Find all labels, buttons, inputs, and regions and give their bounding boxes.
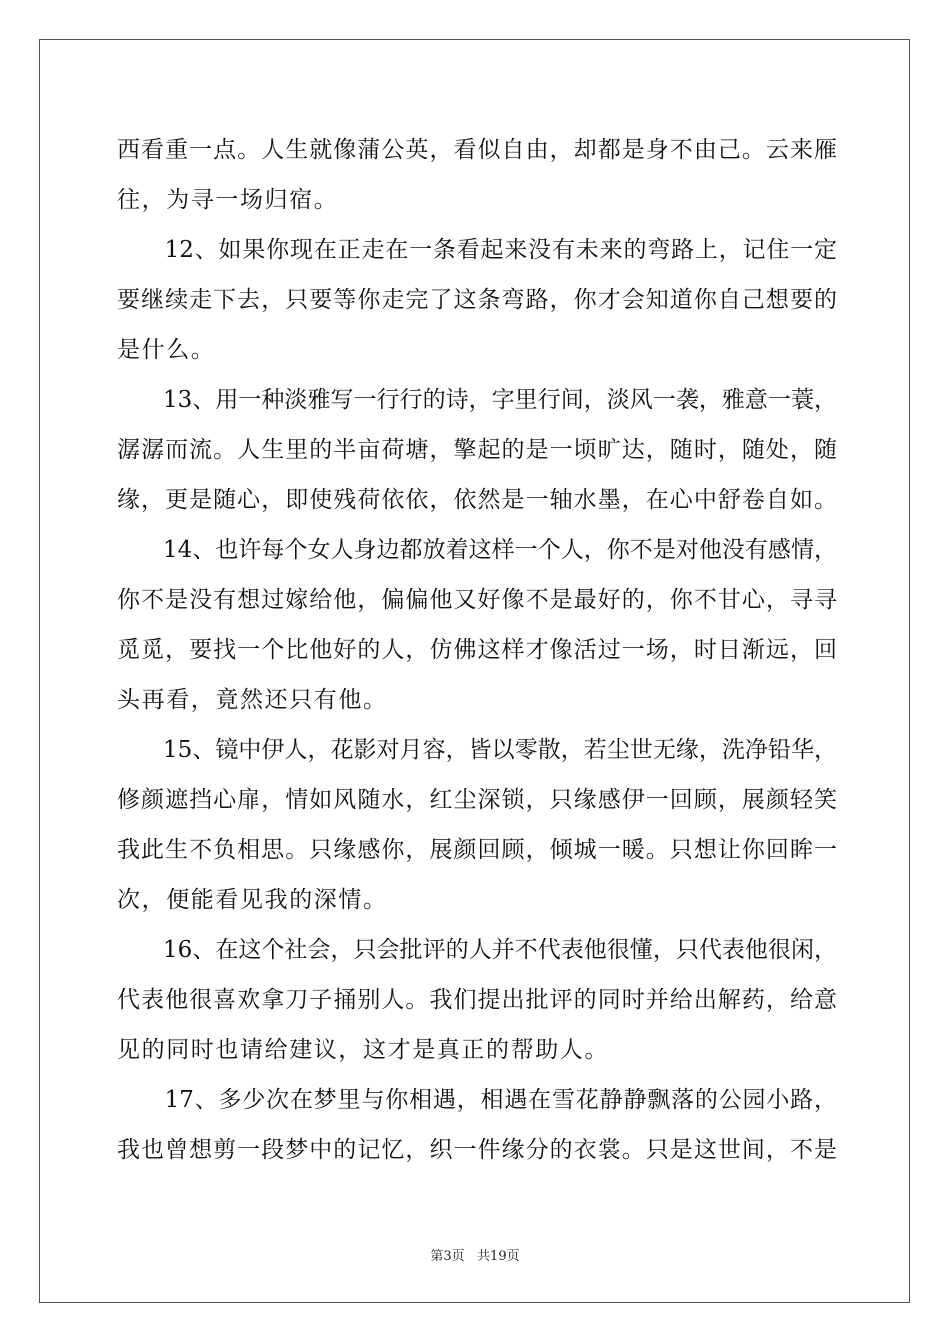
text-line: 你不是没有想过嫁给他，偏偏他又好像不是最好的，你不甘心，寻寻	[117, 587, 837, 613]
text-line: 见的同时也请给建议，这才是真正的帮助人。	[117, 1037, 609, 1063]
text-line: 是什么。	[117, 337, 216, 363]
text-line: 要继续走下去，只要等你走完了这条弯路，你才会知道你自己想要的	[117, 287, 837, 313]
text-line: 我此生不负相思。只缘感你，展颜回顾，倾城一暖。只想让你回眸一	[117, 837, 837, 863]
text-line: 16、在这个社会，只会批评的人并不代表他很懂，只代表他很闲，	[117, 937, 837, 963]
page-number-footer: 第3页 共19页	[430, 1249, 520, 1264]
text-line: 14、也许每个女人身边都放着这样一个人，你不是对他没有感情，	[117, 537, 837, 563]
text-line: 我也曾想剪一段梦中的记忆，织一件缘分的衣裳。只是这世间，不是	[117, 1137, 837, 1163]
text-line: 修颜遮挡心扉，情如风随水，红尘深锁，只缘感伊一回顾，展颜轻笑	[117, 787, 837, 813]
text-line: 头再看，竟然还只有他。	[117, 687, 388, 713]
text-line: 西看重一点。人生就像蒲公英，看似自由，却都是身不由己。云来雁	[117, 137, 837, 163]
text-line: 17、多少次在梦里与你相遇，相遇在雪花静静飘落的公园小路，	[117, 1087, 837, 1113]
text-line: 潺潺而流。人生里的半亩荷塘，擎起的是一顷旷达，随时，随处，随	[117, 437, 837, 463]
text-line: 12、如果你现在正走在一条看起来没有未来的弯路上，记住一定	[117, 237, 837, 263]
text-line: 15、镜中伊人，花影对月容，皆以零散，若尘世无缘，洗净铅华，	[117, 737, 837, 763]
text-line: 缘，更是随心，即使残荷依依，依然是一轴水墨，在心中舒卷自如。	[117, 487, 837, 513]
text-line: 13、用一种淡雅写一行行的诗，字里行间，淡风一袭，雅意一蓑，	[117, 387, 837, 413]
text-line: 觅觅，要找一个比他好的人，仿佛这样才像活过一场，时日渐远，回	[117, 637, 837, 663]
text-line: 次，便能看见我的深情。	[117, 887, 388, 913]
text-line: 代表他很喜欢拿刀子捅别人。我们提出批评的同时并给出解药，给意	[117, 987, 837, 1013]
text-line: 往，为寻一场归宿。	[117, 187, 339, 213]
